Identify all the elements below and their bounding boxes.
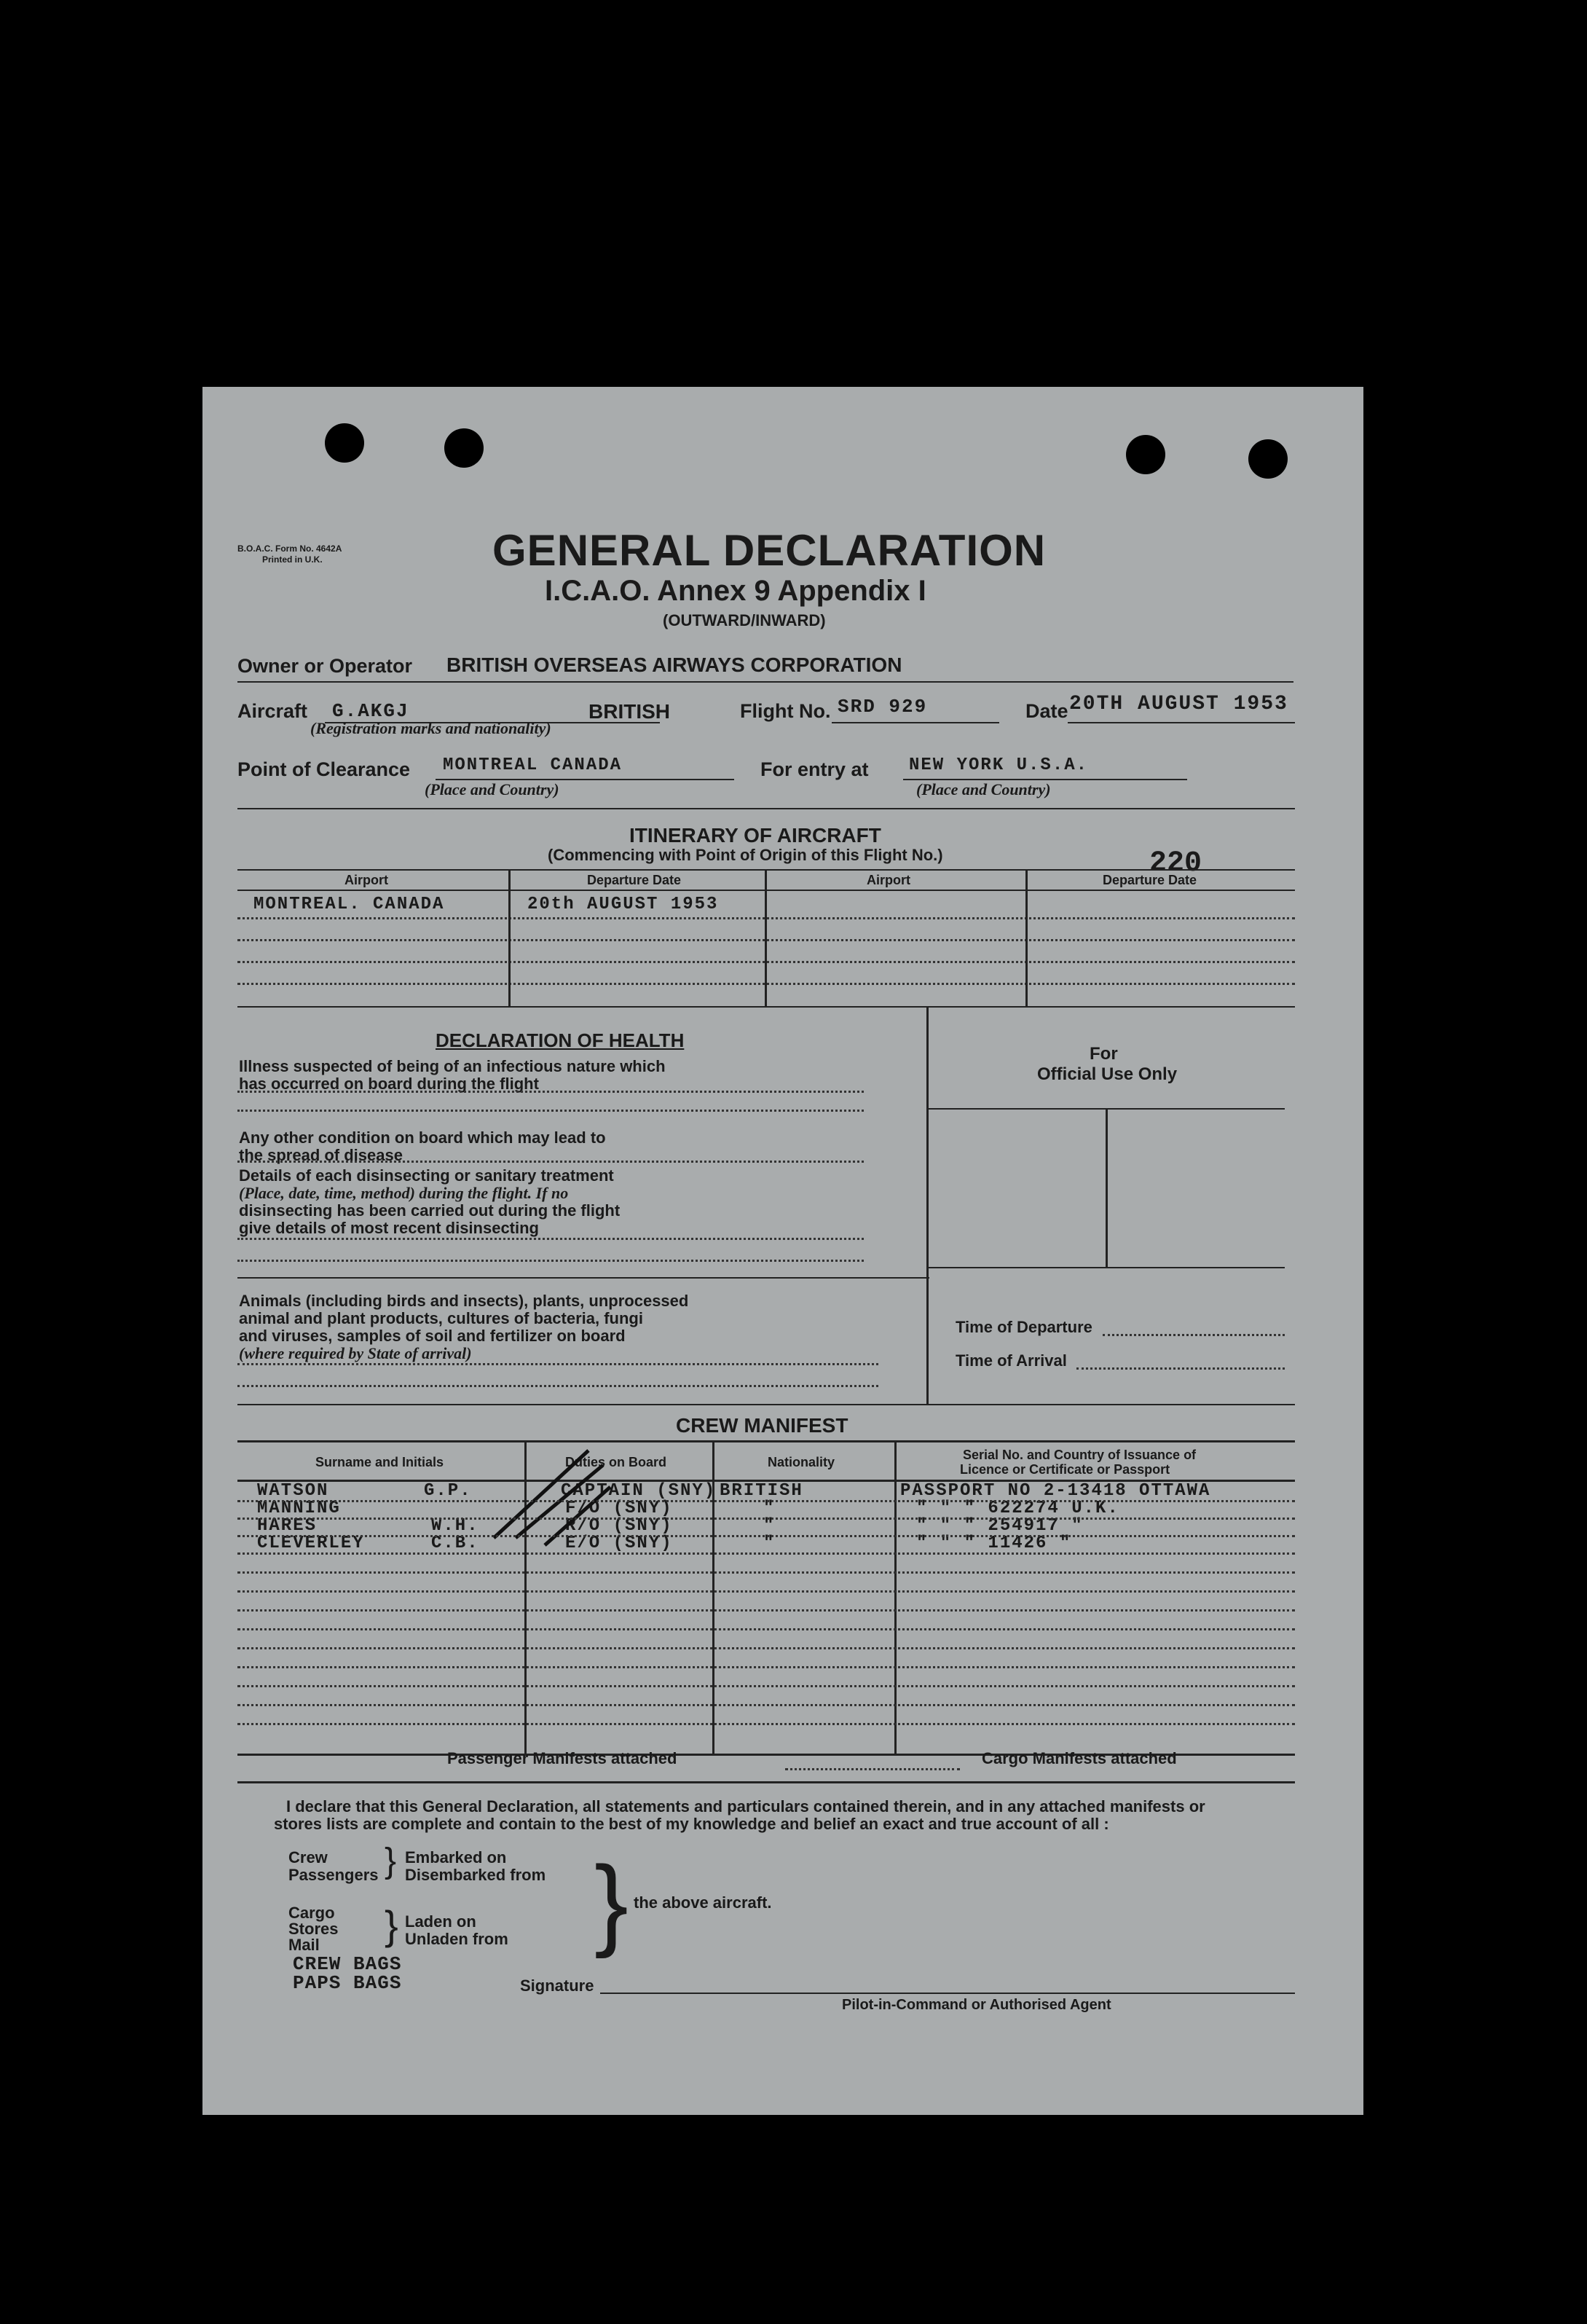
crew-serial: " " " 254917 " (916, 1516, 1084, 1536)
owner-value: BRITISH OVERSEAS AIRWAYS CORPORATION (446, 653, 902, 676)
time-of-arrival-label: Time of Arrival (956, 1351, 1067, 1370)
health-item2-line2: the spread of disease (239, 1146, 403, 1164)
flight-number: SRD 929 (838, 696, 928, 718)
direction-note: (OUTWARD/INWARD) (663, 611, 826, 629)
crew-duties: F/O (SNY) (565, 1499, 673, 1518)
col-duties: Duties on Board (565, 1455, 667, 1469)
crew-duties: CAPTAIN (SNY) (561, 1481, 717, 1501)
crew-nationality: " (763, 1534, 776, 1553)
punch-hole (1126, 435, 1165, 474)
signature-caption: Pilot-in-Command or Authorised Agent (842, 1997, 1111, 2013)
crew-initials: G.P. (424, 1481, 472, 1501)
official-title-line1: For (1090, 1044, 1118, 1064)
time-of-departure-label: Time of Departure (956, 1318, 1092, 1336)
entry-label: For entry at (760, 758, 869, 780)
cargo-label: Cargo (288, 1904, 335, 1922)
aircraft-registration: G.AKGJ (332, 700, 409, 722)
crew-initials: C.B. (431, 1534, 479, 1553)
col-nationality: Nationality (768, 1455, 835, 1469)
health-item4-line1: Animals (including birds and insects), plants, unprocessed (239, 1292, 689, 1310)
cargo-manifests-label: Cargo Manifests attached (982, 1749, 1177, 1767)
stamp-number: 220 (1149, 847, 1202, 880)
declaration-page (202, 387, 1363, 2115)
mail-label: Mail (288, 1936, 320, 1954)
crew-serial: PASSPORT NO 2-13418 OTTAWA (900, 1481, 1211, 1501)
punch-hole (444, 428, 484, 468)
page-title: GENERAL DECLARATION (492, 526, 1047, 575)
crew-nationality: " (763, 1516, 776, 1536)
entry-caption: (Place and Country) (916, 780, 1051, 798)
official-title-line2: Official Use Only (1037, 1064, 1178, 1084)
crew-surname: CLEVERLEY (257, 1534, 365, 1553)
crew-duties: E/O (SNY) (565, 1534, 673, 1553)
itinerary-airport-1: MONTREAL. CANADA (253, 895, 445, 914)
clearance-value: MONTREAL CANADA (443, 755, 623, 775)
health-item4-line2: animal and plant products, cultures of bacteria, fungi (239, 1309, 643, 1327)
col-surname: Surname and Initials (315, 1455, 444, 1469)
passengers-label: Passengers (288, 1866, 379, 1884)
date-value: 20TH AUGUST 1953 (1069, 693, 1288, 715)
signature-label: Signature (520, 1976, 594, 1995)
health-item3-line2: (Place, date, time, method) during the flight. If no (239, 1184, 569, 1202)
declaration-text-line1: I declare that this General Declaration, all statements and particulars contained therein, and in any attached manifests or (286, 1797, 1205, 1815)
col-departure-left: Departure Date (587, 873, 682, 887)
aircraft-nationality: BRITISH (588, 700, 670, 723)
laden-label: Laden on (405, 1912, 476, 1931)
above-aircraft-label: the above aircraft. (634, 1893, 772, 1912)
health-item1-line1: Illness suspected of being of an infectious nature which (239, 1057, 666, 1075)
flight-label: Flight No. (740, 700, 831, 722)
crew-bags: CREW BAGS (293, 1953, 402, 1975)
punch-hole (325, 423, 364, 463)
clearance-label: Point of Clearance (237, 758, 411, 780)
clearance-caption: (Place and Country) (425, 780, 559, 798)
crew-serial: " " " 622274 U.K. (916, 1499, 1119, 1518)
health-item3-line4: give details of most recent disinsecting (239, 1219, 539, 1237)
health-item4-line4: (where required by State of arrival) (239, 1344, 472, 1362)
entry-value: NEW YORK U.S.A. (909, 755, 1089, 775)
date-label: Date (1025, 700, 1068, 722)
health-item2-line1: Any other condition on board which may lead to (239, 1128, 606, 1147)
crew-surname: HARES (257, 1516, 318, 1536)
health-item4-line3: and viruses, samples of soil and fertilizer on board (239, 1327, 626, 1345)
embarked-label: Embarked on (405, 1848, 507, 1866)
col-serial-line2: Licence or Certificate or Passport (960, 1462, 1170, 1477)
disembarked-label: Disembarked from (405, 1866, 546, 1884)
crew-initials: W.H. (431, 1516, 479, 1536)
punch-hole (1248, 439, 1288, 479)
crew-surname: WATSON (257, 1481, 329, 1501)
aircraft-label: Aircraft (237, 700, 308, 722)
col-airport-right: Airport (867, 873, 910, 887)
crew-nationality: BRITISH (720, 1481, 803, 1501)
health-item3-line1: Details of each disinsecting or sanitary treatment (239, 1166, 614, 1185)
large-brace: } (594, 1845, 629, 1959)
printed-note: Printed in U.K. (262, 554, 323, 565)
stores-label: Stores (288, 1920, 339, 1938)
registration-caption: (Registration marks and nationality) (310, 719, 551, 737)
unladen-label: Unladen from (405, 1930, 508, 1948)
crew-manifest-title: CREW MANIFEST (676, 1414, 848, 1437)
form-number: B.O.A.C. Form No. 4642A (237, 543, 342, 554)
crew-label: Crew (288, 1848, 328, 1866)
itinerary-title: ITINERARY OF AIRCRAFT (629, 824, 881, 847)
owner-label: Owner or Operator (237, 655, 413, 677)
health-title: DECLARATION OF HEALTH (436, 1029, 685, 1051)
declaration-text-line2: stores lists are complete and contain to the best of my knowledge and belief an exact and true account of all : (274, 1815, 1109, 1833)
passenger-manifests-label: Passenger Manifests attached (447, 1749, 677, 1767)
crew-surname: MANNING (257, 1499, 341, 1518)
health-item1-line2: has occurred on board during the flight (239, 1075, 539, 1093)
page-subtitle: I.C.A.O. Annex 9 Appendix I (545, 575, 926, 607)
col-airport-left: Airport (344, 873, 388, 887)
itinerary-departure-1: 20th AUGUST 1953 (527, 895, 719, 914)
brace: } (385, 1842, 397, 1880)
col-departure-right: Departure Date (1103, 873, 1197, 887)
crew-serial: " " " 11426 " (916, 1534, 1072, 1553)
crew-duties: R/O (SNY) (565, 1516, 673, 1536)
itinerary-note: (Commencing with Point of Origin of this Flight No.) (548, 846, 943, 864)
brace: } (385, 1902, 398, 1948)
paps-bags: PAPS BAGS (293, 1972, 402, 1994)
crew-nationality: " (763, 1499, 776, 1518)
health-item3-line3: disinsecting has been carried out during the flight (239, 1201, 621, 1220)
col-serial-line1: Serial No. and Country of Issuance of (963, 1448, 1197, 1462)
